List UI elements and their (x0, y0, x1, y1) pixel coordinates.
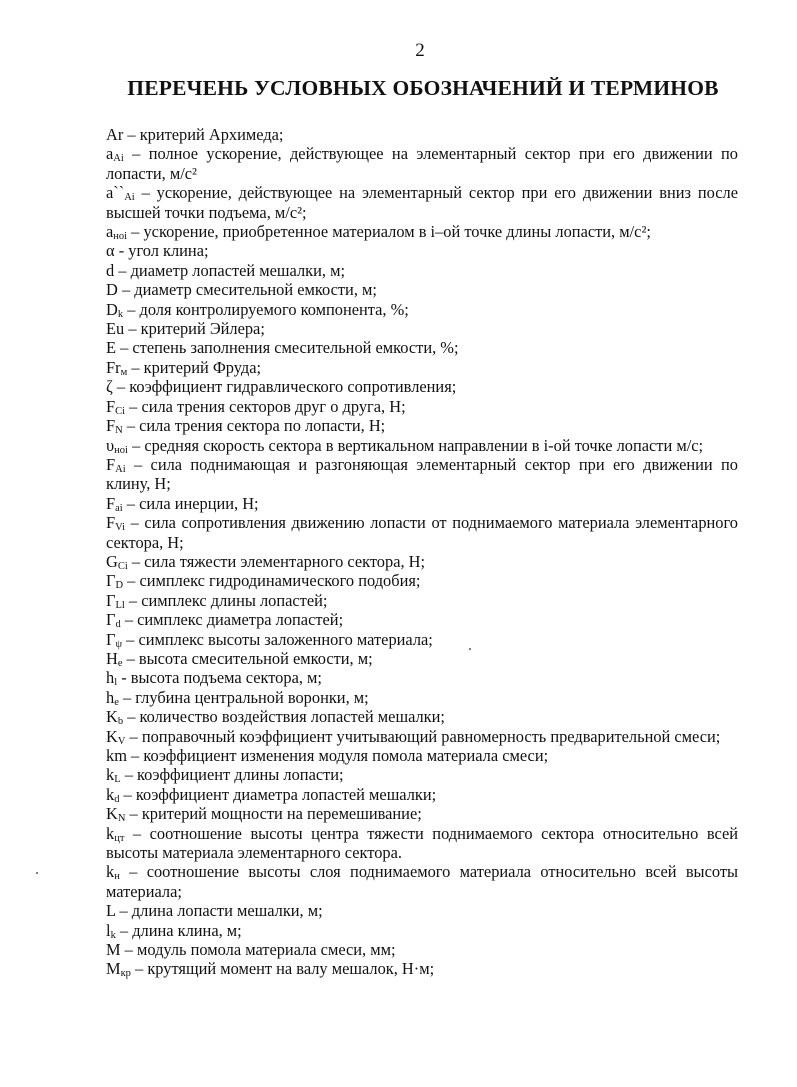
entry-symbol: D (106, 280, 118, 300)
entry-symbol: ζ (106, 377, 113, 397)
notation-entry (106, 630, 738, 649)
entry-subscript: Ci (117, 560, 128, 572)
entry-subscript: N (117, 813, 126, 825)
entry-definition: – высота смесительной емкости, м; (122, 648, 373, 668)
entry-symbol: Г (106, 590, 116, 610)
notation-entry (106, 591, 738, 610)
entry-symbol: l (106, 920, 111, 940)
notation-entry (106, 261, 738, 280)
entry-subscript: ai (115, 502, 123, 514)
entry-symbol: h (106, 668, 115, 688)
entry-symbol: H (106, 648, 118, 668)
entry-symbol: F (106, 454, 116, 474)
entry-symbol: h (106, 687, 115, 707)
entry-definition: – симплекс гидродинамического подобия; (123, 571, 421, 591)
entry-subscript: b (117, 716, 124, 728)
notation-entry (106, 513, 738, 552)
entry-definition: – симплекс высоты заложенного материала; (122, 629, 433, 649)
entry-symbol: F (106, 513, 116, 533)
entry-definition: – модуль помола материала смеси, мм; (120, 940, 396, 960)
entry-definition: – поправочный коэффициент учитывающий равномерность предварительной смеси; (125, 726, 721, 746)
entry-subscript: м (120, 366, 128, 378)
notation-entry (106, 358, 738, 377)
entry-symbol: F (106, 396, 116, 416)
notation-entry (106, 610, 738, 629)
notation-entry (106, 727, 738, 746)
entry-definition: – глубина центральной воронки, м; (118, 687, 369, 707)
entry-definition: - высота подъема сектора, м; (117, 668, 322, 688)
entry-definition: – диаметр смесительной емкости, м; (117, 280, 377, 300)
entry-definition: – сила трения секторов друг о друга, Н; (125, 396, 406, 416)
notation-entry (106, 785, 738, 804)
entry-definition: – ускорение, приобретенное материалом в i–ой точке длины лопасти, м/с²; (127, 222, 651, 242)
entry-subscript: d (115, 619, 121, 631)
notation-entry (106, 824, 738, 863)
notation-entry (106, 241, 738, 260)
entry-subscript: ноi (113, 231, 128, 243)
entry-definition: – сила сопротивления движению лопасти от поднимаемого материала элементарного сектора, Н; (106, 513, 738, 552)
page-number: 2 (415, 40, 425, 61)
entry-definition: – длина клина, м; (115, 920, 242, 940)
notation-entry (106, 552, 738, 571)
entry-definition: – коэффициент изменения модуля помола материала смеси; (126, 746, 549, 765)
entry-symbol: a (106, 222, 114, 242)
entry-symbol: M (106, 940, 121, 960)
entry-definition: – сила трения сектора по лопасти, Н; (122, 416, 386, 436)
entry-definition: – степень заполнения смесительной емкости, %; (116, 338, 459, 358)
notation-entry (106, 222, 738, 241)
entry-symbol: k (106, 784, 115, 804)
scan-speck (36, 872, 38, 874)
entry-subscript: k (110, 929, 116, 941)
entry-symbol: G (106, 551, 118, 571)
notation-entry (106, 921, 738, 940)
entry-definition: – полное ускорение, действующее на элементарный сектор при его движении по лопасти, м/с² (106, 144, 738, 183)
entry-symbol: k (106, 862, 115, 882)
entry-symbol: L (106, 901, 116, 921)
notation-entry (106, 300, 738, 319)
entry-subscript: Ci (115, 405, 126, 417)
notation-entry (106, 804, 738, 823)
entry-definition: – средняя скорость сектора в вертикальном направлении в i-ой точке лопасти м/с; (127, 435, 704, 455)
entry-symbol: K (106, 726, 118, 746)
entry-subscript: Ai (113, 153, 124, 165)
entry-symbol: Г (106, 610, 116, 630)
entry-subscript: цт (114, 832, 125, 844)
entry-subscript: L (114, 774, 121, 786)
entry-definition: – критерий Эйлера; (124, 319, 265, 339)
notation-entry (106, 377, 738, 396)
entry-subscript: Vi (115, 522, 125, 534)
entry-definition: – коэффициент гидравлического сопротивления; (112, 377, 457, 397)
entry-symbol: a (106, 144, 114, 164)
entry-symbol: E (106, 338, 117, 358)
entry-symbol: υ (106, 435, 115, 455)
entry-definition: – сила тяжести элементарного сектора, Н; (127, 551, 426, 571)
entry-subscript: V (117, 735, 126, 747)
entry-subscript: н (114, 871, 120, 883)
entry-symbol: Fr (106, 357, 121, 377)
entry-subscript: нoi (114, 444, 128, 456)
notation-entry (106, 183, 738, 222)
entry-subscript: e (117, 657, 123, 669)
entry-symbol: F (106, 416, 116, 436)
notation-entry (106, 707, 738, 726)
entry-definition: – ускорение, действующее на элементарный сектор при его движении вниз после высшей точки подъема, м/с²; (106, 183, 738, 222)
notation-list (106, 125, 738, 979)
entry-subscript: Ai (115, 463, 126, 475)
entry-subscript: l (114, 677, 118, 689)
notation-entry (106, 765, 738, 784)
notation-entry (106, 940, 738, 959)
entry-symbol: d (106, 260, 115, 280)
notation-entry (106, 416, 738, 435)
entry-definition: – крутящий момент на валу мешалок, Н·м; (130, 959, 435, 979)
entry-definition: – симплекс длины лопастей; (124, 590, 328, 610)
notation-entry (106, 688, 738, 707)
notation-entry (106, 338, 738, 357)
page-title: ПЕРЕЧЕНЬ УСЛОВНЫХ ОБОЗНАЧЕНИЙ И ТЕРМИНОВ (127, 76, 719, 100)
notation-entry (106, 319, 738, 338)
entry-symbol: D (106, 299, 118, 319)
entry-definition: – критерий Фруда; (127, 357, 262, 377)
notation-entry (106, 668, 738, 687)
entry-definition: – сила поднимающая и разгоняющая элементарный сектор при его движении по клину, Н; (106, 454, 738, 494)
entry-symbol: M (106, 959, 121, 979)
notation-entry (106, 455, 738, 494)
entry-subscript: D (115, 580, 124, 592)
entry-symbol: K (106, 804, 118, 824)
entry-symbol: K (106, 707, 118, 727)
entry-symbol: Eu (106, 319, 125, 339)
entry-subscript: Ai (124, 192, 135, 204)
notation-entry (106, 144, 738, 183)
entry-subscript: кр (120, 968, 131, 980)
entry-subscript: ψ (115, 638, 123, 650)
entry-definition: – диаметр лопастей мешалки, м; (114, 260, 346, 280)
entry-definition: – коэффициент диаметра лопастей мешалки; (119, 784, 437, 804)
notation-entry (106, 280, 738, 299)
entry-subscript: e (114, 696, 119, 708)
entry-symbol: F (106, 493, 116, 513)
entry-definition: – количество воздействия лопастей мешалки; (123, 707, 445, 727)
notation-entry (106, 571, 738, 590)
entry-symbol: k (106, 765, 115, 785)
entry-definition: – соотношение высоты слоя поднимаемого материала относительно всей высоты материала; (106, 862, 738, 901)
notation-entry (106, 397, 738, 416)
notation-entry (106, 436, 738, 455)
entry-definition: – коэффициент длины лопасти; (120, 765, 344, 785)
notation-entry (106, 649, 738, 668)
entry-definition: – доля контролируемого компонента, %; (123, 299, 409, 319)
entry-subscript: d (114, 793, 120, 805)
notation-entry (106, 746, 738, 765)
notation-entry (106, 959, 738, 978)
entry-symbol: km (106, 746, 127, 765)
entry-definition: – критерий мощности на перемешивание; (125, 804, 422, 824)
entry-symbol: Г (106, 571, 116, 591)
entry-definition: – критерий Архимеда; (123, 125, 284, 144)
notation-entry (106, 901, 738, 920)
entry-definition: – сила инерции, Н; (122, 493, 259, 513)
entry-definition: - угол клина; (114, 241, 209, 261)
entry-definition: – симплекс диаметра лопастей; (120, 610, 344, 630)
notation-entry (106, 494, 738, 513)
entry-subscript: Ll (115, 599, 125, 611)
entry-definition: – длина лопасти мешалки, м; (115, 901, 323, 921)
entry-subscript: k (117, 308, 124, 320)
entry-definition: – соотношение высоты центра тяжести поднимаемого сектора относительно всей высоты материала элементарного сектора. (106, 823, 738, 863)
entry-symbol: α (106, 241, 115, 261)
entry-symbol: a`` (106, 183, 125, 203)
entry-symbol: Ar (106, 125, 124, 144)
entry-subscript: N (115, 425, 123, 437)
notation-entry (106, 862, 738, 901)
entry-symbol: Г (106, 629, 116, 649)
scan-speck (469, 648, 471, 650)
entry-symbol: k (106, 823, 115, 843)
notation-entry (106, 125, 738, 144)
